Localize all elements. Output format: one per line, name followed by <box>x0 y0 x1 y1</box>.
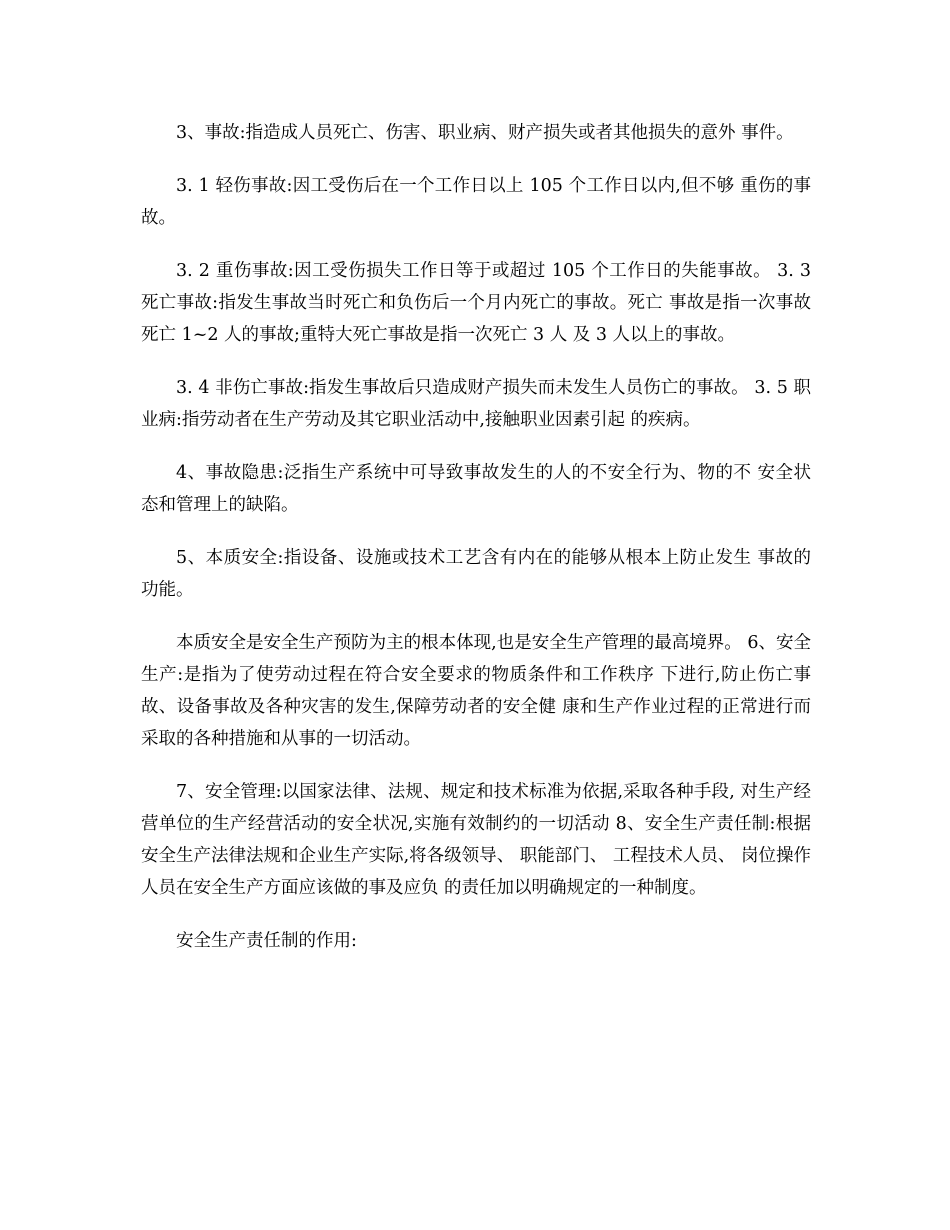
paragraph-hidden-hazard: 4、事故隐患:泛指生产系统中可导致事故发生的人的不安全行为、物的不 安全状态和管理上的缺陷。 <box>141 463 811 515</box>
paragraph-responsibility-system-role: 安全生产责任制的作用: <box>176 931 357 951</box>
paragraph-accident-definition: 3、事故:指造成人员死亡、伤害、职业病、财产损失或者其他损失的意外 事件。 <box>176 123 794 143</box>
paragraph-serious-injury-and-fatal-accident: 3. 2 重伤事故:因工受伤损失工作日等于或超过 105 个工作日的失能事故。 3. 3 死亡事故:指发生事故当时死亡和负伤后一个月内死亡的事故。死亡 事故是指一次事故死亡 1~2 人的事故;重特大死亡事故是指一次死亡 3 人 及 3 人以上的事故。 <box>141 261 811 345</box>
paragraph-non-casualty-and-occupational-disease: 3. 4 非伤亡事故:指发生事故后只造成财产损失而未发生人员伤亡的事故。 3. 5 职业病:指劳动者在生产劳动及其它职业活动中,接触职业因素引起 的疾病。 <box>141 378 811 430</box>
paragraph-minor-injury-accident: 3. 1 轻伤事故:因工受伤后在一个工作日以上 105 个工作日以内,但不够 重伤的事故。 <box>141 176 811 228</box>
paragraph-safety-management-and-responsibility: 7、安全管理:以国家法律、法规、规定和技术标准为依据,采取各种手段, 对生产经营单位的生产经营活动的安全状况,实施有效制约的一切活动 8、安全生产责任制:根据安全生产法律法规和企业生产实际,将各级领导、 职能部门、 工程技术人员、 岗位操作人员在安全生产方面应该做的事及应负 的责任加以明确规定的一种制度。 <box>141 782 811 898</box>
paragraph-intrinsic-safety: 5、本质安全:指设备、设施或技术工艺含有内在的能够从根本上防止发生 事故的功能。 <box>141 548 811 600</box>
document-body <box>141 117 811 978</box>
paragraph-safe-production: 本质安全是安全生产预防为主的根本体现,也是安全生产管理的最高境界。 6、安全生产:是指为了使劳动过程在符合安全要求的物质条件和工作秩序 下进行,防止伤亡事故、设备事故及各种灾害的发生,保障劳动者的安全健 康和生产作业过程的正常进行而采取的各种措施和从事的一切活动。 <box>141 633 811 749</box>
